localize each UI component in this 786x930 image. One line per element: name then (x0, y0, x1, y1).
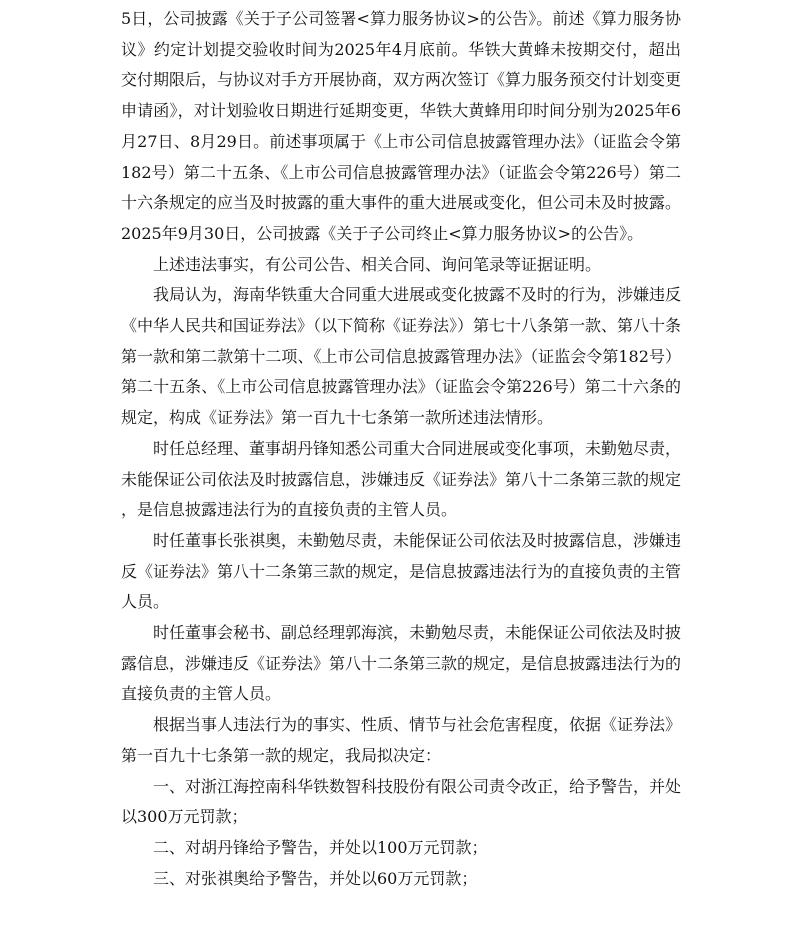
paragraph-penalty-hu: 二、对胡丹锋给予警告，并处以100万元罚款； (153, 837, 488, 857)
paragraph-general-manager-liability: 时任总经理、董事胡丹锋知悉公司重大合同进展或变化事项，未勤勉尽责，未能保证公司依法及时披露信息，涉嫌违反《证券法》第八十二条第三款的规定，是信息披露违法行为的直接负责的主管人员。 (121, 438, 682, 520)
paragraph-secretary-liability: 时任董事会秘书、副总经理郭海滨，未勤勉尽责，未能保证公司依法及时披露信息，涉嫌违反《证券法》第八十二条第三款的规定，是信息披露违法行为的直接负责的主管人员。 (121, 623, 682, 704)
paragraph-evidence: 上述违法事实，有公司公告、相关合同、询问笔录等证据证明。 (153, 254, 602, 274)
paragraph-penalty-zhang: 三、对张祺奥给予警告，并处以60万元罚款； (153, 868, 478, 888)
paragraph-penalty-company: 一、对浙江海控南科华铁数智科技股份有限公司责令改正，给予警告，并处以300万元罚款； (121, 776, 682, 827)
document-page (121, 4, 681, 894)
paragraph-continuation-contract-timeline: 5日，公司披露《关于子公司签署<算力服务协议>的公告》。前述《算力服务协议》约定计划提交验收时间为2025年4月底前。华铁大黄蜂未按期交付，超出交付期限后，与协议对手方开展协商，双方两次签订《算力服务预交付计划变更申请函》，对计划验收日期进行延期变更，华铁大黄蜂用印时间分别为2025年6月27日、8月29日。前述事项属于《上市公司信息披露管理办法》（证监会令第182号）第二十五条、《上市公司信息披露管理办法》（证监会令第226号）第二十六条规定的应当及时披露的重大事件的重大进展或变化，但公司未及时披露。2025年9月30日，公司披露《关于子公司终止<算力服务协议>的公告》。 (121, 9, 682, 243)
paragraph-chairman-liability: 时任董事长张祺奥，未勤勉尽责，未能保证公司依法及时披露信息，涉嫌违反《证券法》第八十二条第三款的规定，是信息披露违法行为的直接负责的主管人员。 (121, 530, 682, 612)
paragraph-decision-basis: 根据当事人违法行为的事实、性质、情节与社会危害程度，依据《证券法》第一百九十七条第一款的规定，我局拟决定： (121, 715, 682, 765)
paragraph-bureau-finding: 我局认为，海南华铁重大合同重大进展或变化披露不及时的行为，涉嫌违反《中华人民共和国证券法》（以下简称《证券法》）第七十八条第一款、第八十条第一款和第二款第十二项、《上市公司信息披露管理办法》（证监会令第182号）第二十五条、《上市公司信息披露管理办法》（证监会令第226号）第二十六条的规定，构成《证券法》第一百九十七条第一款所述违法情形。 (121, 285, 682, 428)
